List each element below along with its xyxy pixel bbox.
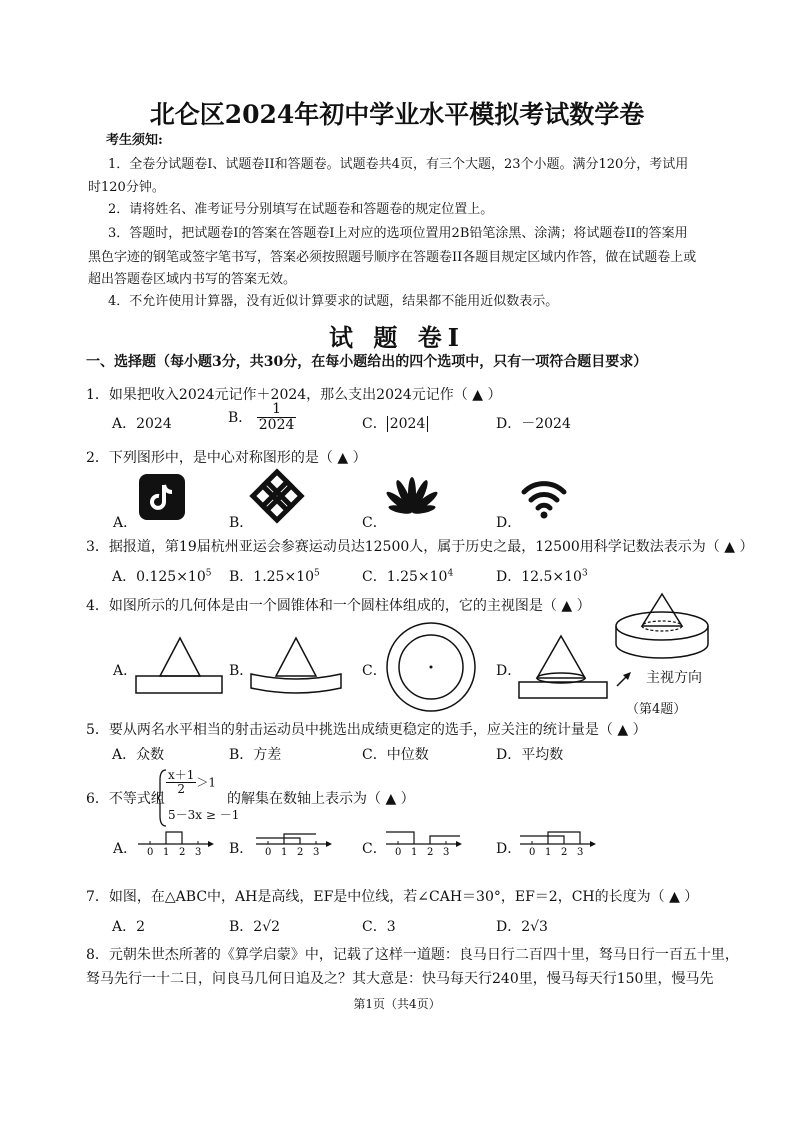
q6-numberline-b bbox=[256, 826, 334, 856]
knot-logo-icon bbox=[253, 472, 301, 520]
q3-option-a-base: A．0.125×10 bbox=[112, 569, 206, 585]
notice-item-3-line2: 黑色字迹的钢笔或签字笔书写，答案必须按照题号顺序在答题卷II各题目规定区域内作答，做在试题卷上或 bbox=[88, 250, 697, 265]
notice-item-1-line2: 时120分钟。 bbox=[88, 180, 165, 195]
q6a-tick-0: 0 bbox=[147, 847, 154, 858]
q6c-tick-0: 0 bbox=[395, 847, 402, 858]
q6a-tick-1: 1 bbox=[163, 847, 170, 858]
q5-option-d: D．平均数 bbox=[496, 747, 564, 763]
q5-option-c: C．中位数 bbox=[362, 747, 429, 763]
view-direction-arrow-icon bbox=[615, 668, 635, 688]
q1-option-b bbox=[228, 402, 296, 432]
q7-option-d: D．2√3 bbox=[496, 919, 548, 935]
q1-option-a: A．2024 bbox=[112, 416, 172, 432]
q1-option-b-label: B． bbox=[228, 410, 253, 427]
q4-figure-b bbox=[249, 636, 343, 696]
q1-option-b-fraction bbox=[257, 402, 297, 432]
q6c-tick-3: 3 bbox=[443, 847, 450, 858]
q4-caption: （第4题） bbox=[626, 702, 687, 717]
page-footer: 第1页（共4页） bbox=[353, 997, 441, 1011]
q7-option-c: C．3 bbox=[362, 919, 396, 935]
q6b-tick-3: 3 bbox=[313, 847, 320, 858]
q2-option-a: A． bbox=[113, 515, 138, 531]
q5-stem: 5．要从两名水平相当的射击运动员中挑选出成绩更稳定的选手，应关注的统计量是（ ▲ ） bbox=[86, 722, 647, 738]
wifi-icon bbox=[519, 478, 569, 520]
q6d-tick-3: 3 bbox=[577, 847, 584, 858]
q3-option-c-base: C．1.25×10 bbox=[362, 569, 448, 585]
q6-inequality-1 bbox=[166, 769, 216, 795]
q6-stem-pre: 6．不等式组 bbox=[86, 791, 165, 807]
huawei-petal-logo-icon bbox=[385, 476, 439, 518]
notice-heading: 考生须知: bbox=[106, 133, 163, 148]
q1-option-c-abs: 2024 bbox=[387, 416, 429, 432]
q4-figure-c bbox=[386, 622, 476, 712]
q2-option-d: D． bbox=[496, 515, 522, 531]
q6b-tick-2: 2 bbox=[297, 847, 304, 858]
q3-option-b-base: B．1.25×10 bbox=[229, 569, 315, 585]
q8-line1: 8．元朝朱世杰所著的《算学启蒙》中，记载了这样一道题：良马日行二百四十里，驽马日行一百五十里， bbox=[86, 947, 739, 963]
notice-item-2: 2．请将姓名、准考证号分别填写在试题卷和答题卷的规定位置上。 bbox=[108, 202, 494, 217]
q3-stem: 3．据报道，第19届杭州亚运会参赛运动员达12500人，属于历史之最，12500用科学记数法表示为（ ▲ ） bbox=[86, 539, 754, 555]
q6-numberline-c bbox=[386, 826, 464, 856]
q7-option-b: B．2√2 bbox=[229, 919, 281, 935]
q4-option-a: A． bbox=[113, 663, 138, 679]
q6-numberline-a bbox=[138, 826, 216, 856]
q3-option-a-exp: 5 bbox=[205, 568, 212, 579]
q4-option-c: C． bbox=[362, 663, 387, 679]
tiktok-logo-icon bbox=[139, 474, 185, 520]
q6-ineq1-rest: ＞1 bbox=[196, 775, 217, 790]
q6-option-b: B． bbox=[229, 841, 254, 857]
q6d-tick-2: 2 bbox=[561, 847, 568, 858]
q2-stem: 2．下列图形中，是中心对称图形的是（ ▲ ） bbox=[86, 450, 367, 466]
q1-option-d: D．－2024 bbox=[496, 416, 571, 432]
notice-item-3-line3: 超出答题卷区域内书写的答案无效。 bbox=[88, 272, 297, 287]
q3-option-d bbox=[496, 566, 588, 586]
q3-option-d-base: D．12.5×10 bbox=[496, 569, 582, 585]
q3-option-b bbox=[229, 566, 320, 586]
q4-stem: 4．如图所示的几何体是由一个圆锥体和一个圆柱体组成的，它的主视图是（ ▲ ） bbox=[86, 598, 591, 614]
q4-option-d: D． bbox=[496, 663, 522, 679]
q6a-tick-2: 2 bbox=[179, 847, 186, 858]
q1-stem: 1．如果把收入2024元记作＋2024，那么支出2024元记作（ ▲ ） bbox=[86, 387, 502, 403]
q6-numberline-d bbox=[520, 826, 598, 856]
q6-ineq1-numerator: x＋1 bbox=[168, 768, 195, 782]
q6b-tick-0: 0 bbox=[265, 847, 272, 858]
q6a-tick-3: 3 bbox=[195, 847, 202, 858]
q4-solid-figure bbox=[612, 590, 712, 670]
q6-ineq1-denominator: 2 bbox=[177, 781, 186, 796]
q2-option-b: B． bbox=[229, 515, 254, 531]
q2-option-c: C． bbox=[362, 515, 387, 531]
q6d-tick-1: 1 bbox=[545, 847, 552, 858]
q4-figure-a bbox=[134, 636, 226, 696]
q3-option-a bbox=[112, 566, 211, 586]
q4-figure-d bbox=[517, 634, 611, 700]
q3-option-c-exp: 4 bbox=[447, 568, 454, 579]
q6-inequality-2: 5－3x ≥ －1 bbox=[168, 808, 240, 822]
q7-stem: 7．如图，在△ABC中，AH是高线，EF是中位线，若∠CAH＝30°，EF＝2，CH的长度为（ ▲ ） bbox=[86, 889, 699, 905]
q6b-tick-1: 1 bbox=[281, 847, 288, 858]
q3-option-b-exp: 5 bbox=[314, 568, 320, 579]
q7-option-a: A．2 bbox=[112, 919, 146, 935]
q6-option-c: C． bbox=[362, 841, 387, 857]
q6-stem-post: 的解集在数轴上表示为（ ▲ ） bbox=[227, 791, 415, 807]
q1-option-b-numerator: 1 bbox=[257, 402, 297, 418]
q8-line2: 驽马先行一十二日，问良马几何日追及之？其大意是：快马每天行240里，慢马每天行150里，慢马先 bbox=[86, 971, 714, 987]
q1-option-c bbox=[362, 413, 428, 433]
notice-item-3-line1: 3．答题时，把试题卷I的答案在答题卷I上对应的选项位置用2B铅笔涂黑、涂满；将试题卷II的答案用 bbox=[108, 226, 688, 241]
notice-item-4: 4．不允许使用计算器，没有近似计算要求的试题，结果都不能用近似数表示。 bbox=[108, 294, 559, 309]
q1-option-c-label: C． bbox=[362, 416, 387, 432]
part1-heading: 一、选择题（每小题3分，共30分，在每小题给出的四个选项中，只有一项符合题目要求） bbox=[86, 354, 648, 370]
q6c-tick-1: 1 bbox=[411, 847, 418, 858]
section-title: 试 题 卷I bbox=[329, 323, 465, 352]
q6-option-a: A． bbox=[113, 841, 138, 857]
q6d-tick-0: 0 bbox=[529, 847, 536, 858]
q6c-tick-2: 2 bbox=[427, 847, 434, 858]
q3-option-c bbox=[362, 566, 453, 586]
q4-view-direction-label: 主视方向 bbox=[646, 670, 702, 686]
q6-option-d: D． bbox=[496, 841, 522, 857]
q1-option-b-denominator: 2024 bbox=[258, 416, 295, 433]
page-title: 北仑区2024年初中学业水平模拟考试数学卷 bbox=[149, 100, 645, 129]
q4-option-b: B． bbox=[229, 663, 254, 679]
q5-option-a: A．众数 bbox=[112, 747, 165, 763]
q5-option-b: B．方差 bbox=[229, 747, 282, 763]
q3-option-d-exp: 3 bbox=[581, 568, 588, 579]
notice-item-1-line1: 1．全卷分试题卷I、试题卷II和答题卷。试题卷共4页，有三个大题，23个小题。满分120分，考试用 bbox=[108, 157, 689, 172]
